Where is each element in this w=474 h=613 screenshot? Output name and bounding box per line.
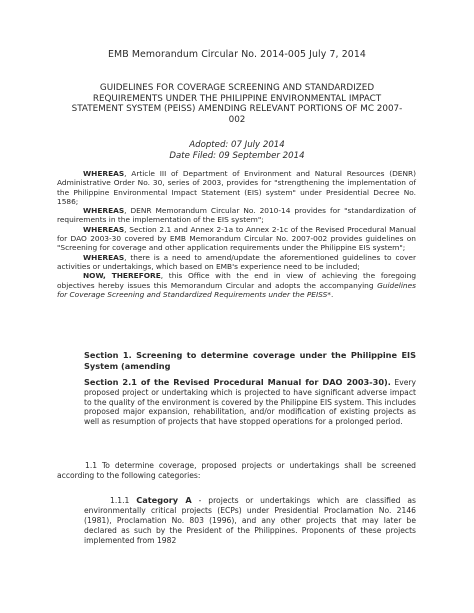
filed-date: Date Filed: 09 September 2014 [169,151,305,161]
paragraph-1-1-1: 1.1.1 Category A - projects or undertakings which are classified as environmentally critical projects (ECPs) under Presidential Proclamation No. 2146 (1981), Proclamation No. 803 (1996), and any other projects that may later be declared as such by the President of the Philippines. Proponents of these projects implemented from 1982 [84,495,416,545]
preamble [57,169,416,299]
now-therefore-clause: NOW, THEREFORE, this Office with the end in view of achieving the foregoing objectives hereby issues this Memorandum Circular and adopts the accompanying Guidelines for Coverage Screening and Standardized Requirements under the PEISS*. [57,271,417,299]
paragraph-1-1: 1.1 To determine coverage, proposed projects or undertakings shall be screened according to the following categories: [57,461,416,480]
section-2-1-paragraph: Section 2.1 of the Revised Procedural Manual for DAO 2003-30). Every proposed project or undertaking which is projected to have significant adverse impact to the quality of the environment is covered by the Philippine EIS system. This includes proposed major expansion, rehabilitation, and/or modification of existing projects as well as resumption of projects that have stopped operations for a prolonged period. [84,377,416,427]
section-1-heading: Section 1. Screening to determine coverage under the Philippine EIS System (amending [84,350,416,371]
whereas-clause: WHEREAS, Section 2.1 and Annex 2-1a to Annex 2-1c of the Revised Procedural Manual for DAO 2003-30 covered by EMB Memorandum Circular No. 2007-002 provides guidelines on "Screening for coverage and other application requirements under the Philippine EIS system"; [57,224,416,253]
circular-header: EMB Memorandum Circular No. 2014-005 July 7, 2014 [108,49,366,60]
whereas-clause: WHEREAS, DENR Memorandum Circular No. 2010-14 provides for "standardization of requirements in the implementation of the EIS system"; [57,206,416,225]
whereas-clause: WHEREAS, Article III of Department of Environment and Natural Resources (DENR) Administrative Order No. 30, series of 2003, provides for "strengthening the implementation of the Philippine Environmental Impact Statement (EIS) system" under Presidential Decree No. 1586; [57,169,416,206]
adopted-date: Adopted: 07 July 2014 [189,140,285,150]
document-title: GUIDELINES FOR COVERAGE SCREENING AND STANDARDIZED REQUIREMENTS UNDER THE PHILIPPINE ENVIRONMENTAL IMPACT STATEMENT SYSTEM (PEISS) AMENDING RELEVANT PORTIONS OF MC 2007-002 [71,83,403,125]
whereas-clause: WHEREAS, there is a need to amend/update the aforementioned guidelines to cover activities or undertakings, which based on EMB's experience need to be included; [57,252,416,271]
date-block [0,140,474,162]
